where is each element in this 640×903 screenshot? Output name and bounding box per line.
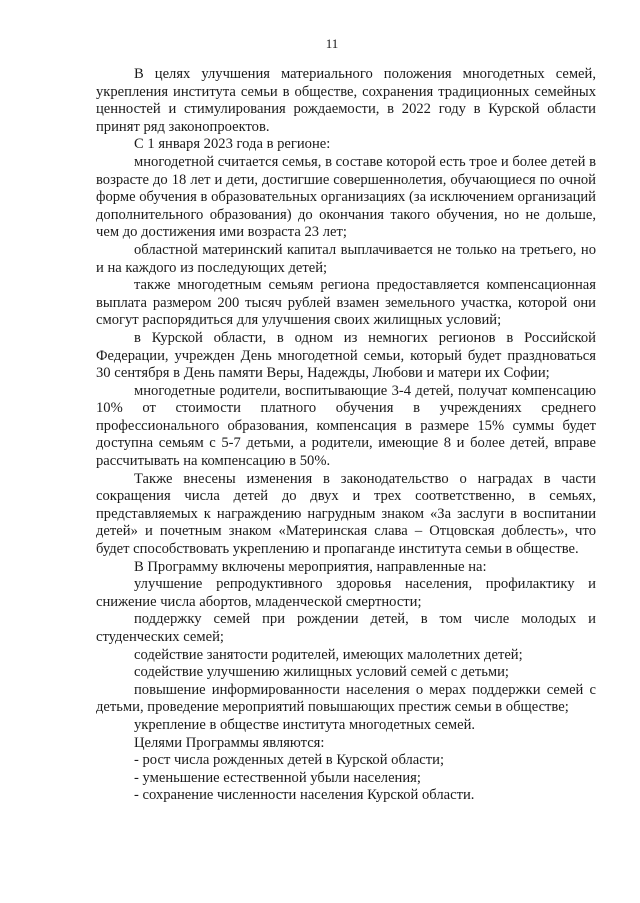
paragraph-intro: В целях улучшения материального положения многодетных семей, укрепления института семьи в обществе, сохранения традиционных семейных ценностей и стимулирования рождаемости, в 2022 году в Курской области принят ряд законопроектов. xyxy=(96,66,596,135)
goal-item-population: - сохранение численности населения Курской области. xyxy=(134,787,475,804)
list-item-reproductive-health: улучшение репродуктивного здоровья населения, профилактику и снижение числа абортов, младенческой смертности; xyxy=(96,576,596,610)
paragraph-education-compensation: многодетные родители, воспитывающие 3-4 детей, получат компенсацию 10% от стоимости платного обучения в учреждениях среднего профессионального образования, компенсация в размере 15% суммы будет доступна семьям с 5-7 детьми, а родители, имеющие 8 и более детей, вправе рассчитывать на компенсацию в 50%. xyxy=(96,382,596,470)
document-body xyxy=(96,66,596,805)
paragraph-program-measures: В Программу включены мероприятия, направленные на: xyxy=(134,558,487,575)
paragraph-large-family-definition: многодетной считается семья, в составе которой есть трое и более детей в возрасте до 18 лет и дети, достигшие совершеннолетия, обучающиеся по очной форме обучения в образовательных организациях (за исключением организаций дополнительного образования) до окончания такого обучения, но не дольше, чем до достижения ими возраста 23 лет; xyxy=(96,153,596,241)
list-item-employment: содействие занятости родителей, имеющих малолетних детей; xyxy=(134,646,523,663)
list-item-strengthening: укрепление в обществе института многодетных семей. xyxy=(134,716,476,733)
list-item-housing: содействие улучшению жилищных условий семей с детьми; xyxy=(134,664,509,681)
paragraph-awards-changes: Также внесены изменения в законодательство о наградах в части сокращения числа детей до двух и трех соответственно, в семьях, представляемых к награждению нагрудным знаком «За заслуги в воспитании детей» и почетным знаком «Материнская слава – Отцовская доблесть», что будет способствовать укреплению и пропаганде института семьи в обществе. xyxy=(96,470,596,558)
page-number: 11 xyxy=(325,36,339,51)
paragraph-since-date: С 1 января 2023 года в регионе: xyxy=(134,136,331,153)
list-item-awareness: повышение информированности населения о мерах поддержки семей с детьми, проведение мероприятий повышающих престиж семьи в обществе; xyxy=(96,681,596,716)
goal-item-natural-decline: - уменьшение естественной убыли населения; xyxy=(134,769,421,786)
list-item-family-support: поддержку семей при рождении детей, в том числе молодых и студенческих семей; xyxy=(96,611,596,645)
paragraph-program-goals: Целями Программы являются: xyxy=(134,734,325,751)
goal-item-birth-growth: - рост числа рожденных детей в Курской области; xyxy=(134,752,444,769)
paragraph-large-family-day: в Курской области, в одном из немногих регионов в Российской Федерации, учрежден День многодетной семьи, который будет праздноваться 30 сентября в День памяти Веры, Надежды, Любови и матери их Софии; xyxy=(96,329,596,382)
paragraph-maternity-capital: областной материнский капитал выплачивается не только на третьего, но и на каждого из последующих детей; xyxy=(96,241,596,276)
paragraph-land-compensation: также многодетным семьям региона предоставляется компенсационная выплата размером 200 тысяч рублей взамен земельного участка, которой они смогут распорядиться для улучшения своих жилищных условий; xyxy=(96,277,596,329)
